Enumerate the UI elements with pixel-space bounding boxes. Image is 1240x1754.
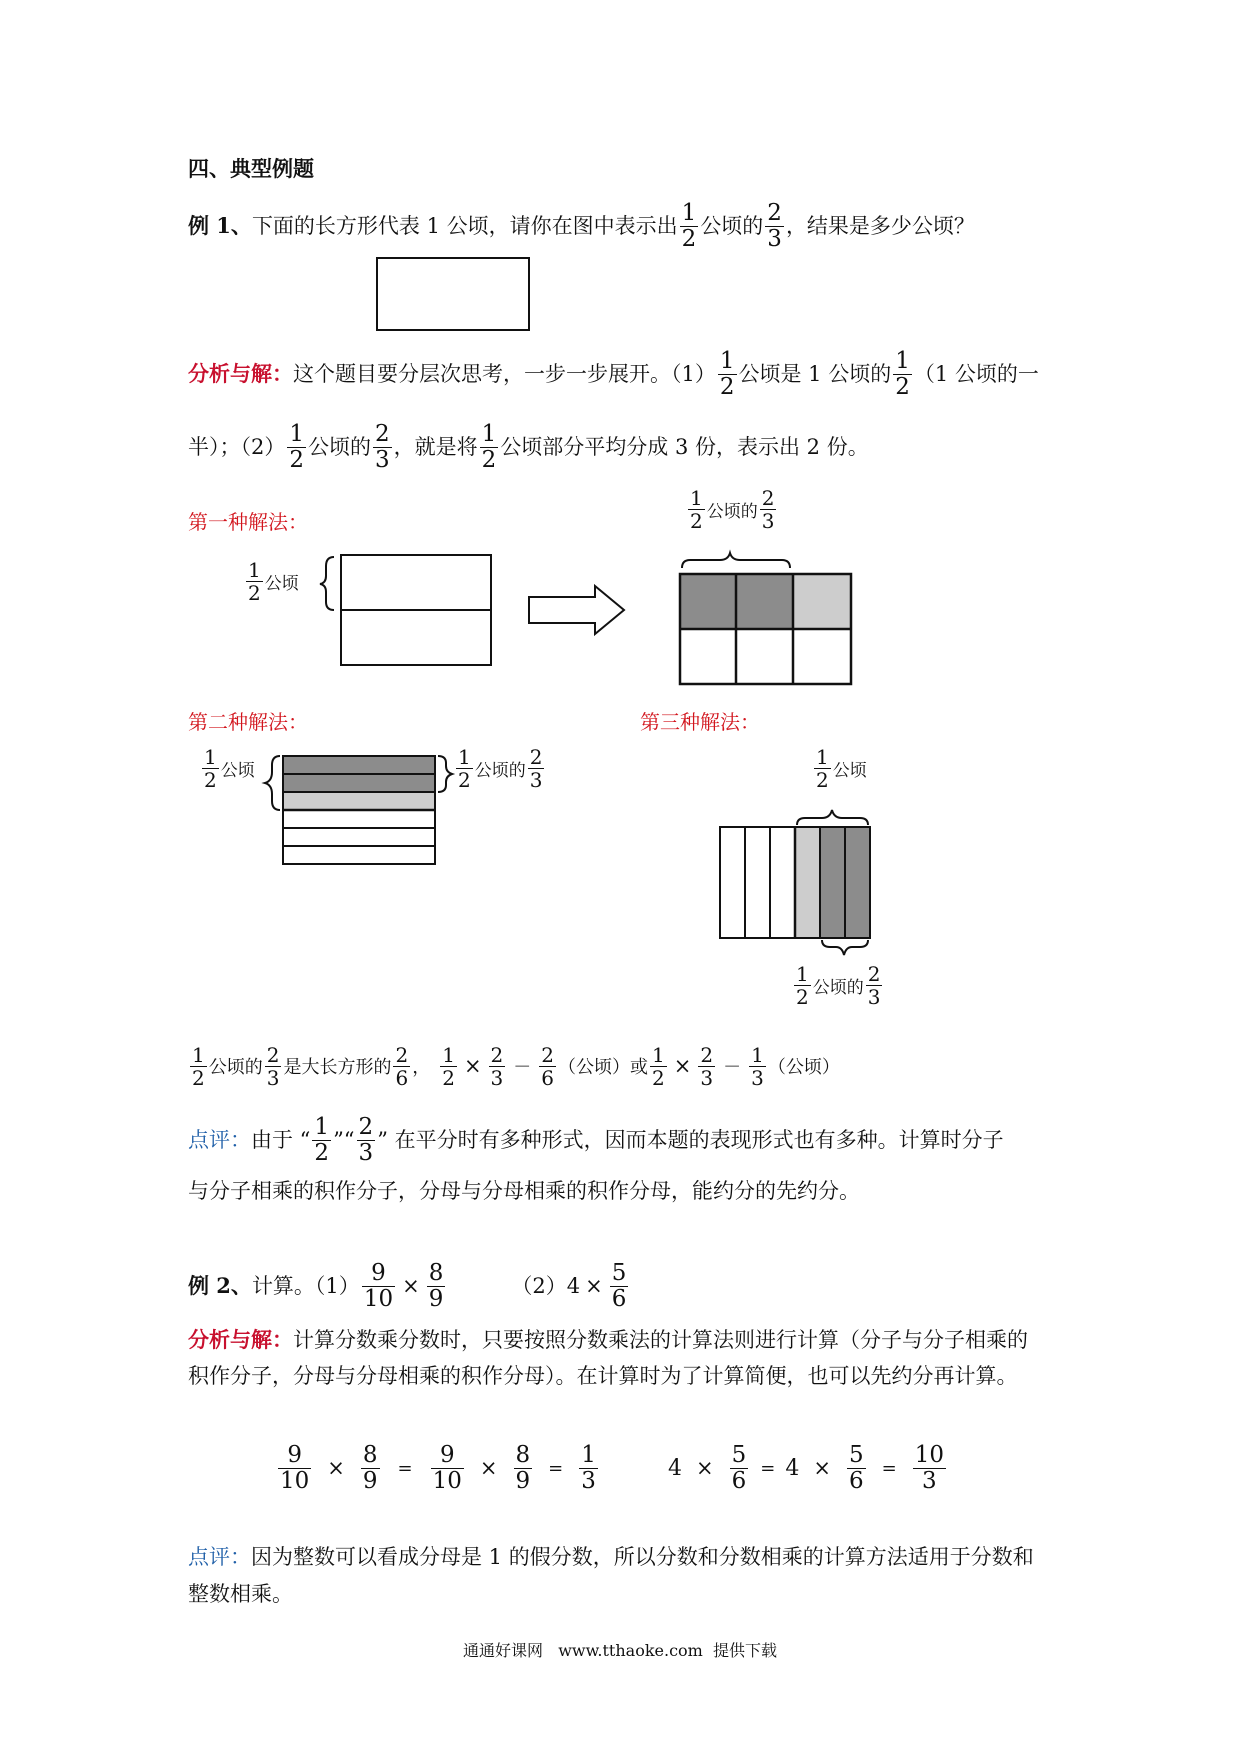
fraction-nine-tenths: $\frac{9}{10}$ — [280, 1441, 310, 1494]
fraction-one-half: $\frac{1}{2}$ — [481, 420, 497, 473]
page-footer: 通通好课网 www.tthaoke.com 提供下载 — [462, 1641, 778, 1660]
ex1-q-mid: 公顷的 — [700, 214, 764, 238]
ex1-analysis-line2: 半）；（2） $\frac{1}{2}$ 公顷的 $\frac{2}{3}$ ，就是将 $\frac{1}{2}$ 公顷部分平均分成 3 份，表示出 2 份。 — [188, 420, 869, 473]
ex1-analysis-label: 分析与解： — [188, 361, 293, 386]
fraction-one-half: $\frac{1}{2}$ — [690, 486, 703, 533]
ex2-label: 例 2、 — [188, 1273, 252, 1298]
method1-label: 第一种解法： — [188, 510, 308, 534]
m2-right-brace — [438, 756, 452, 792]
ex2-question: 例 2、 计算。（1） $\frac{9}{10}$ × $\frac{8}{9}$ （2）4 × $\frac{5}{6}$ — [188, 1259, 627, 1312]
fraction-two-thirds: $\frac{2}{3}$ — [867, 962, 881, 1009]
ex2-comment-label: 点评： — [188, 1545, 251, 1569]
fraction-two-thirds: $\frac{2}{3}$ — [529, 745, 543, 792]
ex2-comment-line1: 点评：因为整数可以看成分母是 1 的假分数，所以分数和分数相乘的计算方法适用于分数和 — [188, 1545, 1034, 1569]
m1-arrow — [529, 586, 624, 634]
m2-strip-light — [283, 792, 435, 810]
m3-bottom-label: $\frac{1}{2}$ 公顷的 $\frac{2}{3}$ — [796, 962, 881, 1009]
fraction-one-half: $\frac{1}{2}$ — [719, 347, 735, 400]
fraction-one-half: $\frac{1}{2}$ — [442, 1042, 455, 1090]
fraction-two-thirds: $\frac{2}{3}$ — [266, 1042, 280, 1090]
ex1-comment-label: 点评： — [188, 1128, 251, 1152]
m1-half-hectare-label: $\frac{1}{2}$ 公顷 — [248, 558, 299, 605]
fraction-two-thirds: $\frac{2}{3}$ — [358, 1113, 374, 1166]
fraction-one-half: $\frac{1}{2}$ — [192, 1042, 205, 1090]
section-title: 四、典型例题 — [188, 156, 314, 181]
fraction-one-half: $\frac{1}{2}$ — [652, 1042, 665, 1090]
fraction-eight-ninths: $\frac{8}{9}$ — [362, 1441, 378, 1494]
fraction-one-half: $\frac{1}{2}$ — [314, 1113, 330, 1166]
ex1-label: 例 1、 — [188, 213, 252, 238]
fraction-one-half: $\frac{1}{2}$ — [204, 745, 217, 792]
fraction-two-thirds: $\frac{2}{3}$ — [767, 199, 782, 252]
fraction-ten-thirds: $\frac{10}{3}$ — [914, 1441, 944, 1494]
ex2-equation-1: $\frac{9}{10}$ × $\frac{8}{9}$ = $\frac{9}{10}$ × $\frac{8}{9}$ = $\frac{1}{3}$ — [280, 1441, 596, 1494]
m3-top-label: $\frac{1}{2}$ 公顷 — [816, 745, 867, 792]
ex2-analysis-label: 分析与解： — [188, 1327, 293, 1352]
m2-strip-dark-2 — [283, 774, 435, 792]
fraction-two-sixths: $\frac{2}{6}$ — [541, 1042, 555, 1090]
m2-strip-dark-1 — [283, 756, 435, 774]
ex2-analysis-line2: 积作分子，分母与分母相乘的积作分母）。在计算时为了计算简便，也可以先约分再计算。 — [188, 1364, 1018, 1388]
method3-label: 第三种解法： — [640, 710, 760, 734]
unit-rectangle — [377, 258, 529, 330]
m3-bottom-brace — [822, 940, 868, 955]
ex1-analysis-line1: 分析与解： 这个题目要分层次思考，一步一步展开。（1） $\frac{1}{2}$ 公顷是 1 公顷的 $\frac{1}{2}$ （1 公顷的一 — [188, 347, 1039, 400]
fraction-one-half: $\frac{1}{2}$ — [895, 347, 910, 400]
fraction-two-thirds: $\frac{2}{3}$ — [490, 1042, 504, 1090]
fraction-one-third: $\frac{1}{3}$ — [581, 1441, 596, 1494]
fraction-two-thirds: $\frac{2}{3}$ — [761, 486, 775, 533]
fraction-five-sixths: $\frac{5}{6}$ — [611, 1259, 627, 1312]
fraction-one-half: $\frac{1}{2}$ — [796, 962, 809, 1009]
m3-strip-dark-2 — [845, 827, 870, 938]
fraction-one-half: $\frac{1}{2}$ — [289, 420, 305, 473]
m1-cell-dark-2 — [736, 574, 793, 629]
ex2-equation-2: 4 × $\frac{5}{6}$ = 4 × $\frac{5}{6}$ = $\frac{10}{3}$ — [668, 1441, 944, 1494]
fraction-one-half: $\frac{1}{2}$ — [458, 745, 471, 792]
fraction-five-sixths: $\frac{5}{6}$ — [731, 1441, 747, 1494]
m3-strip-light — [795, 827, 820, 938]
m1-cell-light — [793, 574, 851, 629]
m1-top-label: $\frac{1}{2}$ 公顷的 $\frac{2}{3}$ — [690, 486, 775, 533]
fraction-eight-ninths: $\frac{8}{9}$ — [428, 1259, 444, 1312]
ex1-q-post: ，结果是多少公顷？ — [785, 214, 975, 238]
ex2-analysis-line1: 分析与解：计算分数乘分数时，只要按照分数乘法的计算法则进行计算（分子与分子相乘的 — [188, 1327, 1028, 1352]
m3-strip-dark-1 — [820, 827, 845, 938]
fraction-two-thirds: $\frac{2}{3}$ — [700, 1042, 714, 1090]
fraction-nine-tenths: $\frac{9}{10}$ — [363, 1259, 394, 1312]
m2-half-hectare-label: $\frac{1}{2}$ 公顷 — [204, 745, 255, 792]
ex1-q-pre: 下面的长方形代表 1 公顷，请你在图中表示出 — [251, 214, 678, 238]
ex1-result-line: $\frac{1}{2}$ 公顷的 $\frac{2}{3}$ 是大长方形的 $\frac{2}{6}$ ， $\frac{1}{2}$ × $\frac{2}{3}$ － $\frac{2}{6}$ （公顷）或 $\frac{1}{2}$ × $\frac{2}{3}$ － $\frac{1}{3}$ （公顷） — [192, 1042, 840, 1090]
fraction-one-half: $\frac{1}{2}$ — [681, 199, 697, 252]
fraction-two-sixths: $\frac{2}{6}$ — [395, 1042, 409, 1090]
m1-top-brace — [682, 553, 790, 568]
m3-top-brace — [797, 810, 868, 825]
fraction-nine-tenths: $\frac{9}{10}$ — [432, 1441, 462, 1494]
m1-left-brace — [320, 557, 334, 610]
fraction-one-third: $\frac{1}{3}$ — [751, 1042, 764, 1090]
ex1-comment-line2: 与分子相乘的积作分子，分母与分母相乘的积作分母，能约分的先约分。 — [188, 1179, 860, 1203]
method2-label: 第二种解法： — [188, 710, 308, 734]
ex2-comment-line2: 整数相乘。 — [188, 1582, 293, 1606]
fraction-one-half: $\frac{1}{2}$ — [248, 558, 261, 605]
m2-left-brace — [265, 756, 280, 810]
fraction-five-sixths: $\frac{5}{6}$ — [848, 1441, 864, 1494]
m2-right-label: $\frac{1}{2}$ 公顷的 $\frac{2}{3}$ — [458, 745, 543, 792]
fraction-one-half: $\frac{1}{2}$ — [816, 745, 829, 792]
ex1-comment-line1: 点评： 由于 “ $\frac{1}{2}$ ”“ $\frac{2}{3}$ ” 在平分时有多种形式，因而本题的表现形式也有多种。计算时分子 — [188, 1113, 1004, 1166]
fraction-eight-ninths: $\frac{8}{9}$ — [515, 1441, 531, 1494]
fraction-two-thirds: $\frac{2}{3}$ — [375, 420, 390, 473]
m1-cell-dark-1 — [680, 574, 736, 629]
